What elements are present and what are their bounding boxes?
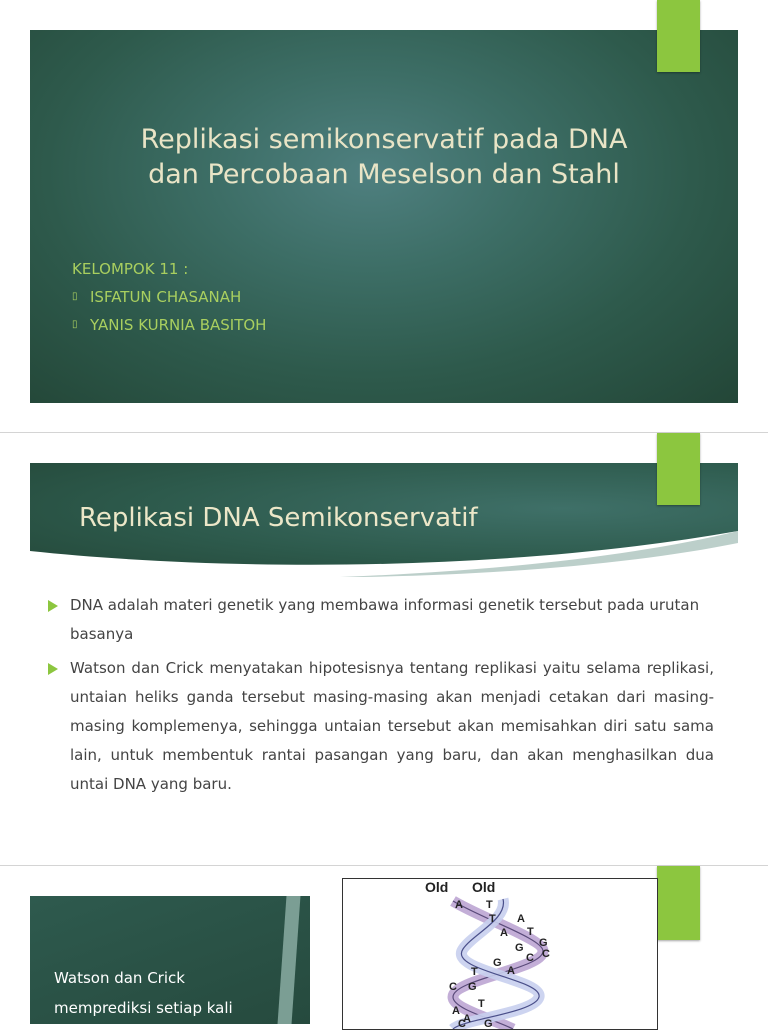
base-letter: G [493, 957, 502, 969]
base-letter: T [527, 926, 534, 938]
title-line-2: dan Percobaan Meselson dan Stahl [148, 159, 620, 190]
dna-helix-figure [342, 878, 658, 1030]
group-list [72, 258, 266, 342]
old-strand-label: Old [425, 879, 449, 895]
base-letter: T [489, 913, 496, 925]
slide-divider [0, 865, 768, 866]
base-letter: A [455, 899, 463, 911]
base-letter: A [507, 965, 515, 977]
title-panel [30, 30, 738, 403]
base-letter: C [526, 952, 534, 964]
base-letter: G [484, 1018, 493, 1030]
base-letter: T [486, 899, 493, 911]
dna-helix-icon [343, 879, 657, 1029]
base-letter: A [463, 1013, 471, 1025]
base-letter: G [539, 937, 548, 949]
panel-text-line: Watson dan Crick [54, 969, 185, 987]
slide-title-text [30, 122, 738, 192]
base-letter: A [452, 1005, 460, 1017]
base-letter: A [500, 927, 508, 939]
base-letter: G [515, 942, 524, 954]
member-name: YANIS KURNIA BASITOH [90, 316, 267, 334]
triangle-bullet-icon [48, 663, 58, 675]
base-letter: G [468, 981, 477, 993]
title-line-1: Replikasi semikonservatif pada DNA [140, 124, 628, 155]
base-letter: A [517, 913, 525, 925]
slide-title[interactable] [0, 0, 768, 432]
base-letter: C [449, 981, 457, 993]
panel-text [54, 963, 233, 1023]
group-label: KELOMPOK 11 : [72, 260, 189, 278]
member-item [72, 286, 266, 314]
slide-header-banner [30, 463, 738, 577]
text-panel [30, 896, 310, 1024]
slide-heading: Replikasi DNA Semikonservatif [79, 503, 478, 533]
bullet-icon: ▯ [72, 291, 78, 302]
base-letter: T [478, 998, 485, 1010]
triangle-bullet-icon [48, 600, 58, 612]
base-letter: C [458, 1018, 466, 1030]
green-tab-accent [657, 433, 700, 505]
list-item-text: DNA adalah materi genetik yang membawa informasi genetik tersebut pada urutan basanya [70, 596, 700, 643]
panel-text-line: memprediksi setiap kali [54, 999, 233, 1017]
base-letter: C [542, 948, 550, 960]
list-item [48, 591, 714, 649]
bullet-icon: ▯ [72, 319, 78, 330]
list-item-text: Watson dan Crick menyatakan hipotesisnya tentang replikasi yaitu selama replikasi, untaian heliks ganda tersebut masing-masing akan menjadi cetakan dari masing-masing komplemenya, sehingga untaian tersebut akan memisahkan diri satu sama lain, untuk membentuk rantai pasangan yang baru, dan akan menghasilkan dua untai DNA yang baru. [70, 659, 714, 793]
green-tab-accent [657, 866, 700, 940]
green-tab-accent [657, 0, 700, 72]
panel-stripe [278, 896, 301, 1024]
list-item [48, 654, 714, 799]
bullet-list [48, 591, 714, 804]
old-strand-label: Old [472, 879, 496, 895]
base-letter: T [471, 966, 478, 978]
member-name: ISFATUN CHASANAH [90, 288, 242, 306]
member-item [72, 314, 266, 342]
